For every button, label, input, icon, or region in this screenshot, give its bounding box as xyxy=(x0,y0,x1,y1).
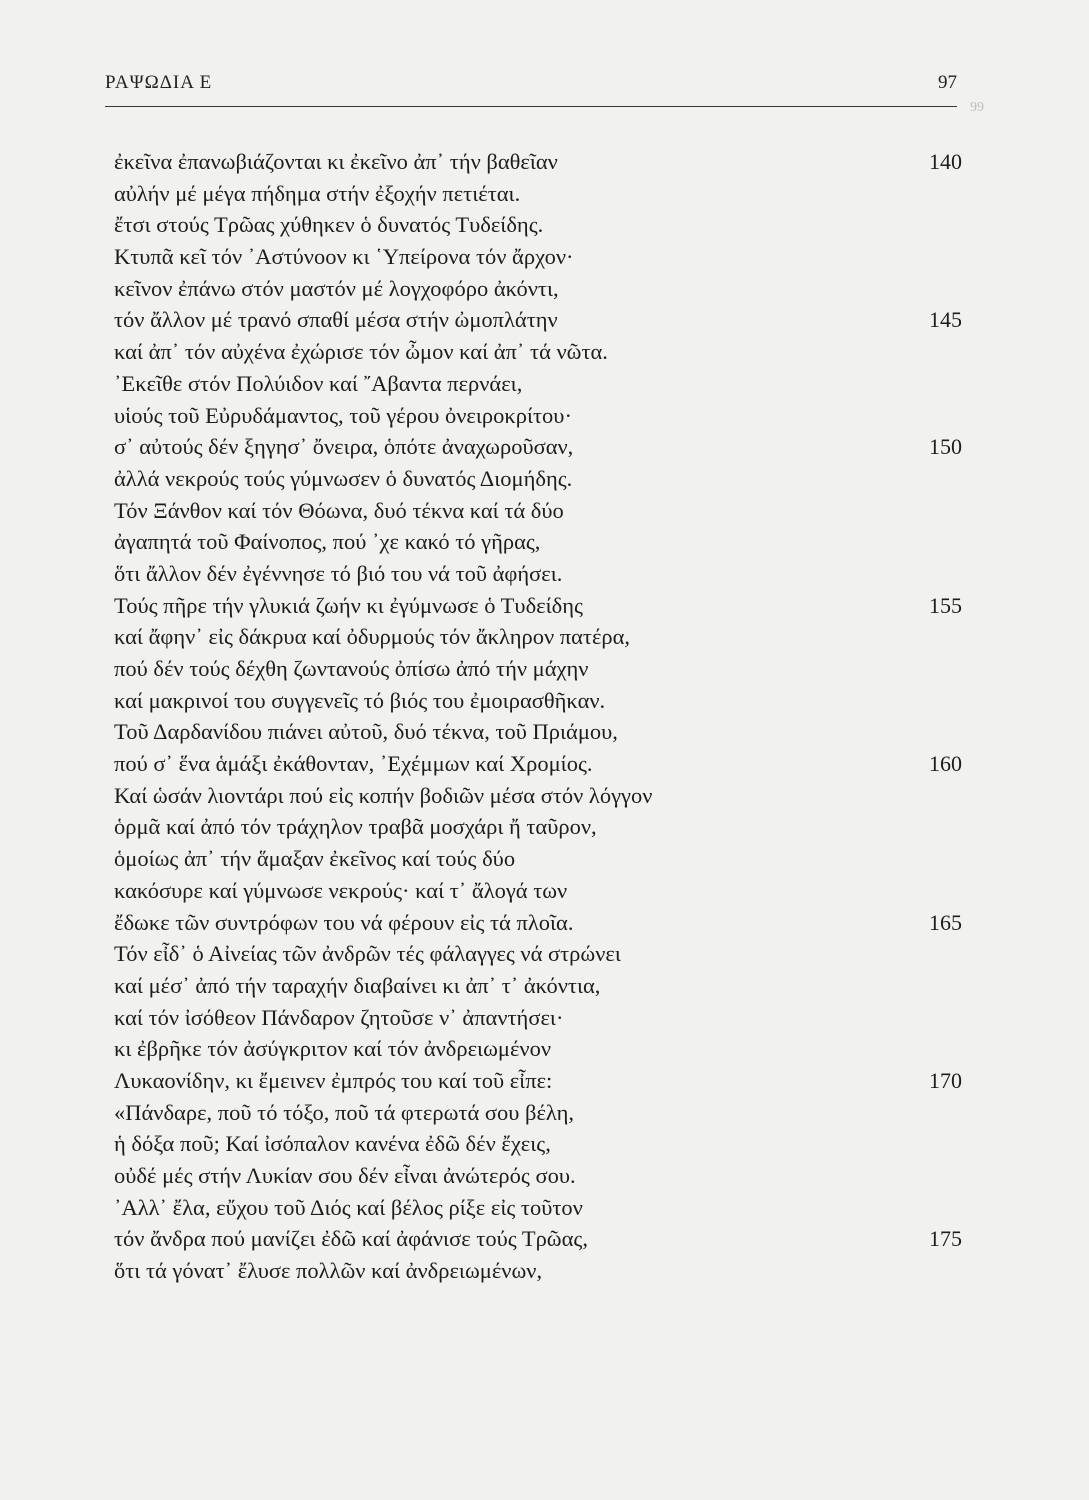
verse-line xyxy=(114,1128,962,1160)
verse-text: καί ἄφην᾽ εἰς δάκρυα καί ὀδυρμούς τόν ἄκληρον πατέρα, xyxy=(114,624,631,650)
verse-text: ἔδωκε τῶν συντρόφων του νά φέρουν εἰς τά πλοῖα. xyxy=(114,909,574,935)
verse-line xyxy=(114,178,962,210)
verse-text: κι ἐβρῆκε τόν ἀσύγκριτον καί τόν ἀνδρειωμένον xyxy=(114,1036,552,1062)
verse-line xyxy=(114,811,962,843)
verse-text: Κτυπᾶ κεῖ τόν ᾿Αστύνοον κι ῾Υπείρονα τόν ἄρχον· xyxy=(114,244,574,270)
verse-line xyxy=(114,748,962,780)
verse-text: Τόν Ξάνθον καί τόν Θόωνα, δυό τέκνα καί τά δύο xyxy=(114,497,564,523)
verse-text: ὅτι τά γόνατ᾽ ἔλυσε πολλῶν καί ἀνδρειωμένων, xyxy=(114,1258,543,1284)
verse-line xyxy=(114,716,962,748)
header-rule xyxy=(105,106,957,107)
verse-line xyxy=(114,336,962,368)
verse-text: ἡ δόξα ποῦ; Καί ἰσόπαλον κανένα ἐδῶ δέν ἔχεις, xyxy=(114,1131,551,1157)
verse-line xyxy=(114,653,962,685)
verse-line xyxy=(114,146,962,178)
verse-text: καί τόν ἰσόθεον Πάνδαρον ζητοῦσε ν᾽ ἀπαντήσει· xyxy=(114,1004,564,1030)
chapter-title: ΡΑΨΩΔΙΑ Ε xyxy=(105,72,213,93)
verse-text: ᾿Αλλ᾽ ἔλα, εὔχου τοῦ Διός καί βέλος ρίξε εἰς τοῦτον xyxy=(114,1194,583,1220)
verse-line xyxy=(114,1192,962,1224)
verse-text: πού δέν τούς δέχθη ζωντανούς ὀπίσω ἀπό τήν μάχην xyxy=(114,656,589,681)
verse-text: τόν ἄλλον μέ τρανό σπαθί μέσα στήν ὠμοπλάτην xyxy=(114,307,558,333)
verse-text: οὐδέ μές στήν Λυκίαν σου δέν εἶναι ἀνώτερός σου. xyxy=(114,1163,576,1188)
verse-line xyxy=(114,209,962,241)
verse-line xyxy=(114,304,962,336)
verse-text: υἱούς τοῦ Εὐρυδάμαντος, τοῦ γέρου ὀνειροκρίτου· xyxy=(114,402,572,428)
line-number: 155 xyxy=(929,592,962,618)
verse-line xyxy=(114,558,962,590)
verse-text: ἔτσι στούς Τρῶας χύθηκεν ὁ δυνατός Τυδείδης. xyxy=(114,212,544,238)
verse-line xyxy=(114,875,962,907)
line-number: 165 xyxy=(929,909,962,935)
verse-text: ὁρμᾶ καί ἀπό τόν τράχηλον τραβᾶ μοσχάρι ἤ ταῦρον, xyxy=(114,814,597,840)
line-number: 150 xyxy=(929,434,962,460)
line-number: 145 xyxy=(929,307,962,333)
verse-line xyxy=(114,1160,962,1192)
verse-line xyxy=(114,368,962,400)
verse-text: πού σ᾽ ἕνα ἁμάξι ἐκάθονταν, ᾿Εχέμμων καί Χρομίος. xyxy=(114,751,593,777)
verse-text: ὅτι ἄλλον δέν ἐγέννησε τό βιό του νά τοῦ ἀφήσει. xyxy=(114,560,563,586)
verse-line xyxy=(114,780,962,812)
verse-line xyxy=(114,526,962,558)
line-number: 170 xyxy=(929,1067,962,1093)
verse-text: Καί ὡσάν λιοντάρι πού εἰς κοπήν βοδιῶν μέσα στόν λόγγον xyxy=(114,782,653,808)
bleed-through-page-number: 99 xyxy=(970,100,984,115)
verse-text: τόν ἄνδρα πού μανίζει ἐδῶ καί ἀφάνισε τούς Τρῶας, xyxy=(114,1226,588,1252)
verse-text: ᾿Εκεῖθε στόν Πολύιδον καί ῎Αβαντα περνάει, xyxy=(114,370,523,396)
line-number: 175 xyxy=(929,1226,962,1252)
verse-line xyxy=(114,241,962,273)
verse-line xyxy=(114,590,962,622)
verse-text: καί μέσ᾽ ἀπό τήν ταραχήν διαβαίνει κι ἀπ᾽ τ᾽ ἀκόντια, xyxy=(114,972,601,998)
verse-text: «Πάνδαρε, ποῦ τό τόξο, ποῦ τά φτερωτά σου βέλη, xyxy=(114,1099,574,1125)
verse-line xyxy=(114,843,962,875)
verse-line xyxy=(114,1033,962,1065)
verse-text: κεῖνον ἐπάνω στόν μαστόν μέ λογχοφόρο ἀκόντι, xyxy=(114,275,559,301)
verse-list xyxy=(114,146,962,1287)
verse-line xyxy=(114,1065,962,1097)
verse-text: ἀγαπητά τοῦ Φαίνοπος, πού ᾽χε κακό τό γῆρας, xyxy=(114,529,541,555)
verse-text: Τοῦ Δαρδανίδου πιάνει αὐτοῦ, δυό τέκνα, τοῦ Πριάμου, xyxy=(114,719,618,745)
verse-line xyxy=(114,1002,962,1034)
verse-line xyxy=(114,1255,962,1287)
verse-line xyxy=(114,463,962,495)
verse-line xyxy=(114,970,962,1002)
line-number: 160 xyxy=(929,751,962,777)
verse-text: ὁμοίως ἀπ᾽ τήν ἅμαξαν ἐκεῖνος καί τούς δύο xyxy=(114,846,516,872)
verse-line xyxy=(114,938,962,970)
verse-text: ἀλλά νεκρούς τούς γύμνωσεν ὁ δυνατός Διομήδης. xyxy=(114,465,573,491)
verse-text: ἐκεῖνα ἐπανωβιάζονται κι ἐκεῖνο ἀπ᾽ τήν βαθεῖαν xyxy=(114,149,558,174)
verse-text: αὐλήν μέ μέγα πήδημα στήν ἐξοχήν πετιέται. xyxy=(114,180,521,206)
verse-line xyxy=(114,621,962,653)
verse-line xyxy=(114,1223,962,1255)
verse-line xyxy=(114,1097,962,1129)
verse-line xyxy=(114,431,962,463)
verse-text: σ᾽ αὐτούς δέν ξηγησ᾽ ὄνειρα, ὁπότε ἀναχωροῦσαν, xyxy=(114,434,574,460)
page-number: 97 xyxy=(938,72,957,93)
verse-line xyxy=(114,685,962,717)
line-number: 140 xyxy=(929,149,962,174)
verse-line xyxy=(114,273,962,305)
verse-line xyxy=(114,907,962,939)
verse-line xyxy=(114,400,962,432)
verse-text: Τόν εἶδ᾽ ὁ Αἰνείας τῶν ἀνδρῶν τές φάλαγγες νά στρώνει xyxy=(114,941,621,967)
verse-text: Τούς πῆρε τήν γλυκιά ζωήν κι ἐγύμνωσε ὁ Τυδείδης xyxy=(114,592,583,618)
running-head xyxy=(105,72,957,100)
verse-text: καί ἀπ᾽ τόν αὐχένα ἐχώρισε τόν ὦμον καί ἀπ᾽ τά νῶτα. xyxy=(114,339,608,365)
verse-text: καί μακρινοί του συγγενεῖς τό βιός του ἐμοιρασθῆκαν. xyxy=(114,687,606,713)
verse-text: Λυκαονίδην, κι ἔμεινεν ἐμπρός του καί τοῦ εἶπε: xyxy=(114,1067,553,1093)
verse-line xyxy=(114,495,962,527)
verse-text: κακόσυρε καί γύμνωσε νεκρούς· καί τ᾽ ἄλογά των xyxy=(114,877,568,903)
